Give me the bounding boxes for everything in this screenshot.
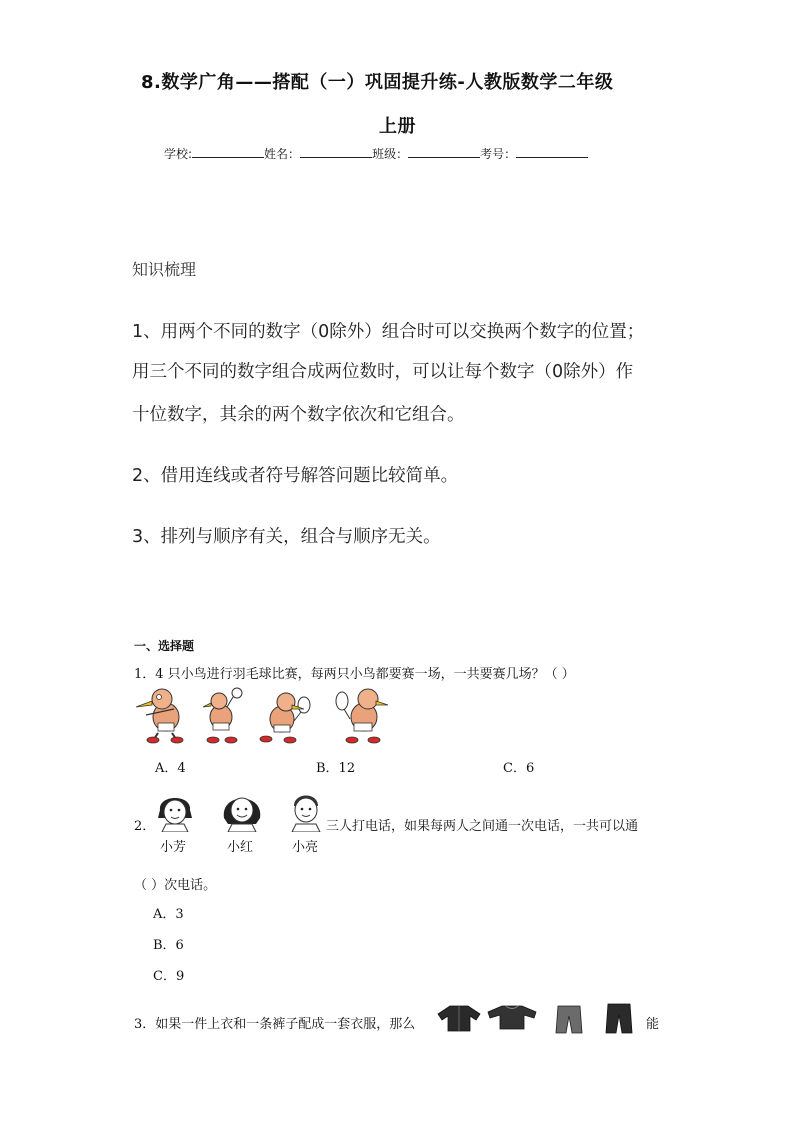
name-label: 姓名： bbox=[264, 147, 301, 161]
student-info-row bbox=[164, 145, 588, 162]
girl-face-icon bbox=[154, 788, 196, 832]
girl-face-icon bbox=[220, 788, 264, 832]
knowledge-point-2: 2、借用连线或者符号解答问题比较简单。 bbox=[132, 466, 459, 486]
q1-option-c[interactable]: C．6 bbox=[503, 761, 535, 776]
q2-option-c[interactable]: C．9 bbox=[153, 969, 185, 984]
bird-badminton-icon bbox=[256, 691, 316, 745]
page-title-line2: 上册 bbox=[379, 116, 416, 137]
pants-icon bbox=[604, 1002, 634, 1034]
school-blank[interactable] bbox=[192, 145, 264, 158]
q1-option-b[interactable]: B．12 bbox=[316, 761, 356, 776]
person-label-xiaohong: 小红 bbox=[227, 840, 254, 855]
person-label-xiaofang: 小芳 bbox=[160, 840, 187, 855]
knowledge-point-3: 3、排列与顺序有关，组合与顺序无关。 bbox=[132, 527, 441, 547]
person-label-xiaoliang: 小亮 bbox=[292, 840, 319, 855]
question-3-stem-end: 能 bbox=[646, 1017, 660, 1032]
class-blank[interactable] bbox=[408, 145, 480, 158]
bird-badminton-icon bbox=[132, 687, 194, 745]
q1-option-a[interactable]: A．4 bbox=[155, 761, 186, 776]
exam-number-blank[interactable] bbox=[516, 145, 588, 158]
q2-option-b[interactable]: B．6 bbox=[153, 938, 184, 953]
pants-icon bbox=[554, 1004, 584, 1034]
knowledge-point-1-line-2: 用三个不同的数字组合成两位数时，可以让每个数字（0除外）作 bbox=[132, 362, 634, 382]
page-title-line1: 8.数学广角——搭配（一）巩固提升练-人教版数学二年级 bbox=[141, 72, 614, 93]
bird-badminton-icon bbox=[328, 687, 392, 745]
boy-face-icon bbox=[286, 790, 326, 832]
question-2-stem-line-2: （ ）次电话。 bbox=[134, 878, 217, 893]
bird-badminton-icon bbox=[201, 687, 247, 745]
exam-number-label: 考号： bbox=[480, 147, 517, 161]
jacket-icon bbox=[436, 1004, 482, 1032]
class-label: 班级： bbox=[372, 147, 409, 161]
question-3-stem: 3．如果一件上衣和一条裤子配成一套衣服，那么 bbox=[134, 1017, 416, 1032]
school-label: 学校: bbox=[164, 147, 193, 161]
section-heading-choice: 一、选择题 bbox=[134, 639, 195, 653]
question-1-stem: 1．4 只小鸟进行羽毛球比赛，每两只小鸟都要赛一场，一共要赛几场？（ ） bbox=[134, 667, 575, 682]
name-blank[interactable] bbox=[300, 145, 372, 158]
question-2-number: 2． bbox=[134, 819, 156, 834]
knowledge-heading: 知识梳理 bbox=[132, 260, 197, 279]
question-2-stem: 三人打电话，如果每两人之间通一次电话，一共可以通 bbox=[326, 819, 639, 834]
sweater-icon bbox=[486, 1004, 538, 1030]
q2-option-a[interactable]: A．3 bbox=[153, 907, 184, 922]
knowledge-point-1-line-1: 1、用两个不同的数字（0除外）组合时可以交换两个数字的位置； bbox=[132, 322, 645, 342]
knowledge-point-1-line-3: 十位数字，其余的两个数字依次和它组合。 bbox=[132, 405, 465, 425]
